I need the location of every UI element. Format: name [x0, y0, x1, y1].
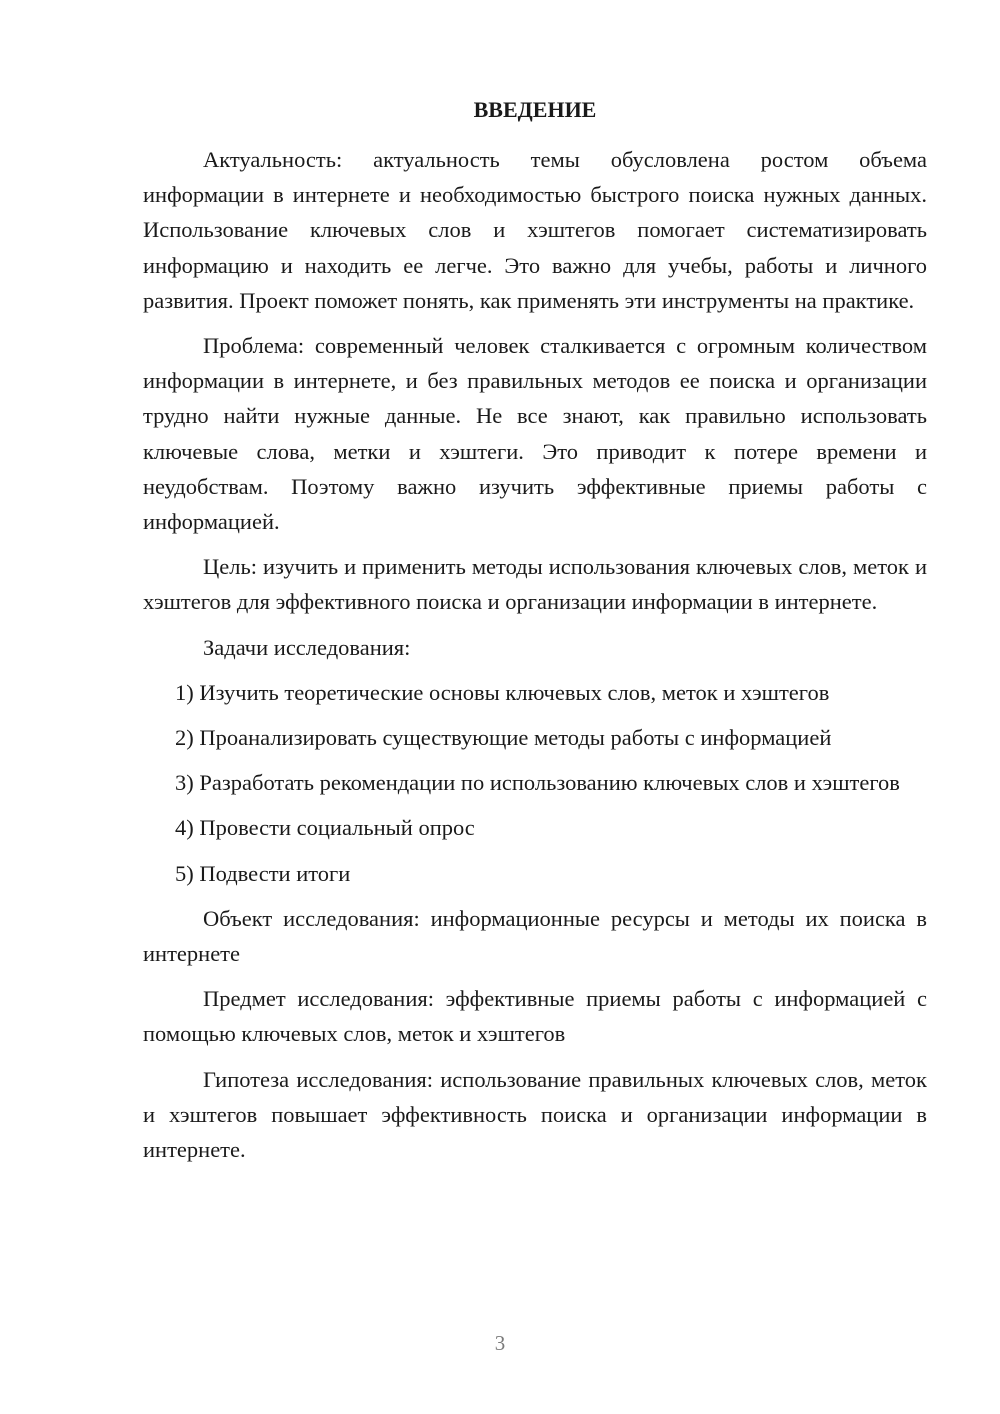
subject-paragraph: Предмет исследования: эффективные приемы работы с информацией с помощью ключевых слов, меток и хэштегов: [143, 986, 927, 1047]
page-content: [143, 96, 927, 1177]
task-item-2: 2) Проанализировать существующие методы работы с информацией: [175, 725, 832, 751]
task-item-5: 5) Подвести итоги: [175, 860, 351, 886]
page-title: ВВЕДЕНИЕ: [473, 97, 597, 122]
tasks-heading: Задачи исследования:: [203, 634, 411, 660]
object-paragraph: Объект исследования: информационные ресурсы и методы их поиска в интернете: [143, 905, 927, 967]
goal-paragraph: Цель: изучить и применить методы использования ключевых слов, меток и хэштегов для эффективного поиска и организации информации в интернете.: [143, 554, 927, 615]
task-item-1: 1) Изучить теоретические основы ключевых слов, меток и хэштегов: [175, 679, 830, 705]
relevance-paragraph: Актуальность: актуальность темы обусловлена ростом объема информации в интернете и необходимостью быстрого поиска нужных данных. Использование ключевых слов и хэштегов помогает систематизировать информацию и находить ее легче. Это важно для учебы, работы и личного развития. Проект поможет понять, как применять эти инструменты на практике.: [143, 147, 927, 313]
task-item-3: 3) Разработать рекомендации по использованию ключевых слов и хэштегов: [175, 770, 900, 796]
problem-paragraph: Проблема: современный человек сталкивается с огромным количеством информации в интернете, и без правильных методов ее поиска и организации трудно найти нужные данные. Не все знают, как правильно использовать ключевые слова, метки и хэштеги. Это приводит к потере времени и неудобствам. Поэтому важно изучить эффективные приемы работы с информацией.: [143, 333, 927, 535]
task-item-4: 4) Провести социальный опрос: [175, 815, 475, 841]
hypothesis-paragraph: Гипотеза исследования: использование правильных ключевых слов, меток и хэштегов повышает эффективность поиска и организации информации в интернете.: [143, 1066, 927, 1163]
page-number: 3: [494, 1331, 506, 1355]
